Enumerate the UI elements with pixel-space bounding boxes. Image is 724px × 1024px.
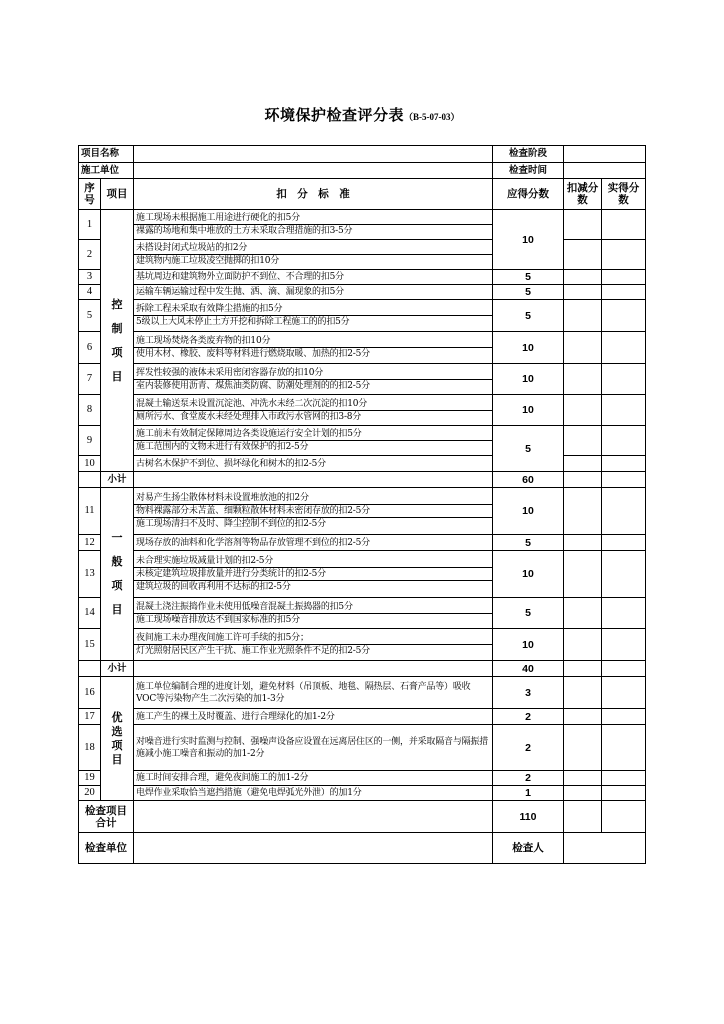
criteria-cell xyxy=(134,426,493,456)
score-cell: 2 xyxy=(493,725,564,771)
table-row xyxy=(79,395,646,426)
criteria-line: 施工现场噪音排放达不到国家标准的扣5分 xyxy=(134,613,492,626)
row-number: 12 xyxy=(79,535,101,551)
subtotal-label: 小计 xyxy=(101,472,134,488)
criteria-line: 厕所污水、食堂废水未经处理排入市政污水管网的扣3-8分 xyxy=(134,410,492,423)
row-number: 19 xyxy=(79,771,101,786)
table-row xyxy=(79,535,646,551)
actual-field[interactable] xyxy=(602,801,646,833)
category-preferred: 优 选 项 目 xyxy=(101,677,134,801)
criteria-line: 对易产生扬尘散体材料未设置堆放池的扣2分 xyxy=(136,493,309,503)
actual-field[interactable] xyxy=(602,332,646,364)
actual-field[interactable] xyxy=(602,285,646,300)
actual-field[interactable] xyxy=(602,395,646,426)
row-number: 2 xyxy=(79,240,101,270)
footer-row xyxy=(79,833,646,864)
criteria-cell xyxy=(134,771,493,786)
row-number: 15 xyxy=(79,629,101,661)
criteria-line: 5级以上大风未停止土方开挖和拆除工程施工的的扣5分 xyxy=(134,315,492,328)
criteria-line: 未核定建筑垃圾排放量并进行分类统计的扣2-5分 xyxy=(134,567,492,580)
inspect-unit-field[interactable] xyxy=(134,833,493,864)
score-cell: 10 xyxy=(493,629,564,661)
row-number: 9 xyxy=(79,426,101,456)
actual-field[interactable] xyxy=(602,240,646,270)
criteria-line: 施工现场清扫不及时、降尘控制不到位的扣2-5分 xyxy=(134,517,492,530)
deduct-field[interactable] xyxy=(564,661,602,677)
score-cell: 10 xyxy=(493,332,564,364)
table-row xyxy=(79,709,646,725)
subtotal-row-general xyxy=(79,661,646,677)
criteria-line: 裸露的场地和集中堆放的土方未采取合理措施的扣3-5分 xyxy=(134,224,492,237)
criteria-line: 未搭设封闭式垃圾站的扣2分 xyxy=(136,243,248,253)
criteria-line: 建筑垃圾的回收再利用不达标的扣2-5分 xyxy=(134,580,492,593)
empty-cell xyxy=(134,801,493,833)
criteria-line: 施工范围内的文物未进行有效保护的扣2-5分 xyxy=(134,440,492,453)
deduct-field[interactable] xyxy=(564,535,602,551)
score-cell: 1 xyxy=(493,786,564,801)
deduct-field[interactable] xyxy=(564,332,602,364)
table-row xyxy=(79,210,646,240)
empty-cell xyxy=(134,472,493,488)
row-number: 11 xyxy=(79,488,101,535)
criteria-cell xyxy=(134,535,493,551)
criteria-cell xyxy=(134,786,493,801)
row-number: 8 xyxy=(79,395,101,426)
criteria-line: 未合理实施垃圾减量计划的扣2-5分 xyxy=(136,556,274,566)
actual-field[interactable] xyxy=(602,300,646,332)
subtotal-label: 小计 xyxy=(101,661,134,677)
inspect-time-field[interactable] xyxy=(564,163,646,179)
deduct-field[interactable] xyxy=(564,210,602,240)
total-row xyxy=(79,801,646,833)
deduct-field[interactable] xyxy=(564,300,602,332)
actual-field[interactable] xyxy=(602,661,646,677)
score-table xyxy=(78,145,646,864)
criteria-line: 施工现场未根据施工用途进行硬化的扣5分 xyxy=(136,213,300,223)
criteria-cell xyxy=(134,240,493,270)
criteria-line: 现场存放的油料和化学溶剂等物品存放管理不到位的扣2-5分 xyxy=(136,537,370,548)
deduct-field[interactable] xyxy=(564,472,602,488)
deduct-header: 扣减分数 xyxy=(564,179,602,210)
item-header: 项目 xyxy=(101,179,134,210)
criteria-cell xyxy=(134,395,493,426)
table-row xyxy=(79,771,646,786)
actual-field[interactable] xyxy=(602,598,646,629)
table-row xyxy=(79,364,646,395)
table-row xyxy=(79,426,646,456)
criteria-cell: 对噪音进行实时监测与控制、强噪声设备应设置在远离居住区的一侧，并采取隔音与隔振措施减小施工噪音和振动的加1-2分 xyxy=(134,725,493,771)
criteria-line: 基坑周边和建筑物外立面防护不到位、不合理的扣5分 xyxy=(136,272,344,282)
criteria-line: 建筑物内施工垃圾凌空抛掷的扣10分 xyxy=(134,254,492,267)
deduct-field[interactable] xyxy=(564,677,602,709)
actual-header: 实得分数 xyxy=(602,179,646,210)
criteria-line: 施工前未有效制定保障周边各类设施运行安全计划的扣5分 xyxy=(136,429,362,439)
table-row xyxy=(79,725,646,771)
criteria-cell xyxy=(134,285,493,300)
actual-field[interactable] xyxy=(602,472,646,488)
row-number: 17 xyxy=(79,709,101,725)
criteria-line: 拆除工程未采取有效降尘措施的扣5分 xyxy=(136,304,283,314)
criteria-line: 运输车辆运输过程中发生抛、洒、滴、漏现象的扣5分 xyxy=(136,287,344,297)
criteria-cell xyxy=(134,364,493,395)
criteria-cell xyxy=(134,332,493,364)
row-number: 4 xyxy=(79,285,101,300)
deduct-field[interactable] xyxy=(564,285,602,300)
actual-field[interactable] xyxy=(602,725,646,771)
deduct-field[interactable] xyxy=(564,771,602,786)
criteria-line: 混凝土输送泵未设置沉淀池、冲洗水未经二次沉淀的扣10分 xyxy=(136,398,368,409)
score-cell: 5 xyxy=(493,300,564,332)
deduct-field[interactable] xyxy=(564,395,602,426)
criteria-cell xyxy=(134,488,493,535)
table-row xyxy=(79,300,646,332)
criteria-line: 灯光照射居民区产生干扰、施工作业光照条件不足的扣2-5分 xyxy=(134,644,492,657)
table-row xyxy=(79,598,646,629)
deduct-field[interactable] xyxy=(564,551,602,598)
actual-field[interactable] xyxy=(602,786,646,801)
actual-field[interactable] xyxy=(602,551,646,598)
score-cell: 10 xyxy=(493,551,564,598)
deduct-field[interactable] xyxy=(564,488,602,535)
criteria-cell xyxy=(134,551,493,598)
criteria-cell: 施工单位编制合理的进度计划，避免材料（吊顶板、地毯、隔热层、石膏产品等）吸收VOC等污染物产生二次污染的加1-3分 xyxy=(134,677,493,709)
category-control: 控 制 项 目 xyxy=(101,210,134,472)
table-row xyxy=(79,270,646,285)
table-row xyxy=(79,677,646,709)
title-block xyxy=(0,104,724,125)
inspect-time-label: 检查时间 xyxy=(493,163,564,179)
criteria-cell xyxy=(134,210,493,240)
actual-field[interactable] xyxy=(602,677,646,709)
deduct-field[interactable] xyxy=(564,240,602,270)
criteria-cell xyxy=(134,456,493,472)
subtotal-row-control xyxy=(79,472,646,488)
subtotal-value: 40 xyxy=(493,661,564,677)
actual-field[interactable] xyxy=(602,426,646,456)
actual-field[interactable] xyxy=(602,629,646,661)
deduct-field[interactable] xyxy=(564,270,602,285)
score-cell: 5 xyxy=(493,270,564,285)
score-cell: 10 xyxy=(493,364,564,395)
empty-cell xyxy=(79,472,101,488)
deduct-field[interactable] xyxy=(564,801,602,833)
table-row xyxy=(79,786,646,801)
category-general: 一 般 项 目 xyxy=(101,488,134,661)
row-number: 20 xyxy=(79,786,101,801)
row-number: 7 xyxy=(79,364,101,395)
criteria-header: 扣 分 标 准 xyxy=(134,179,493,210)
unit-field[interactable] xyxy=(134,163,493,179)
unit-row xyxy=(79,163,646,179)
table-row xyxy=(79,332,646,364)
score-cell: 5 xyxy=(493,426,564,472)
deduct-field[interactable] xyxy=(564,456,602,472)
inspector-label: 检查人 xyxy=(493,833,564,864)
empty-cell xyxy=(134,661,493,677)
row-number: 5 xyxy=(79,300,101,332)
row-number: 14 xyxy=(79,598,101,629)
criteria-line: 夜间施工未办理夜间施工许可手续的扣5分； xyxy=(136,633,309,643)
score-cell: 10 xyxy=(493,395,564,426)
criteria-line: 物料裸露部分未苫盖、细颗粒散体材料未密闭存放的扣2-5分 xyxy=(134,504,492,517)
subtotal-value: 60 xyxy=(493,472,564,488)
row-number: 16 xyxy=(79,677,101,709)
criteria-line: 古树名木保护不到位、损坏绿化和树木的扣2-5分 xyxy=(136,458,326,469)
deduct-field[interactable] xyxy=(564,725,602,771)
empty-cell xyxy=(79,661,101,677)
criteria-line: 电焊作业采取恰当遮挡措施（避免电焊弧光外泄）的加1分 xyxy=(136,788,362,798)
page-title: 环境保护检查评分表 xyxy=(264,106,404,124)
inspector-field[interactable] xyxy=(564,833,646,864)
criteria-line: 施工时间安排合理，避免夜间施工的加1-2分 xyxy=(136,773,309,783)
criteria-line: 施工产生的裸土及时覆盖、进行合理绿化的加1-2分 xyxy=(136,711,335,722)
column-header-row xyxy=(79,179,646,210)
actual-field[interactable] xyxy=(602,270,646,285)
row-number: 1 xyxy=(79,210,101,240)
table-row xyxy=(79,629,646,661)
criteria-line: 混凝土浇注振捣作业未使用低噪音混凝土振捣器的扣5分 xyxy=(136,601,353,612)
inspect-stage-label: 检查阶段 xyxy=(493,146,564,163)
criteria-cell xyxy=(134,270,493,285)
criteria-line: 使用木材、橡胶、废料等材料进行燃烧取暖、加热的扣2-5分 xyxy=(134,347,492,360)
actual-field[interactable] xyxy=(602,535,646,551)
deduct-field[interactable] xyxy=(564,629,602,661)
score-cell: 5 xyxy=(493,535,564,551)
actual-field[interactable] xyxy=(602,488,646,535)
row-number: 6 xyxy=(79,332,101,364)
score-cell: 5 xyxy=(493,598,564,629)
actual-field[interactable] xyxy=(602,709,646,725)
score-cell: 10 xyxy=(493,488,564,535)
actual-field[interactable] xyxy=(602,364,646,395)
project-name-field[interactable] xyxy=(134,146,493,163)
deduct-field[interactable] xyxy=(564,426,602,456)
score-cell: 2 xyxy=(493,709,564,725)
actual-field[interactable] xyxy=(602,210,646,240)
deduct-field[interactable] xyxy=(564,598,602,629)
form-code: （B-5-07-03） xyxy=(404,112,460,122)
table-row xyxy=(79,551,646,598)
inspect-unit-label: 检查单位 xyxy=(79,833,134,864)
table-row xyxy=(79,488,646,535)
score-cell: 3 xyxy=(493,677,564,709)
criteria-line: 室内装修使用沥青、煤焦油类防腐、防潮处理剂的的扣2-5分 xyxy=(134,379,492,392)
table-row xyxy=(79,285,646,300)
actual-field[interactable] xyxy=(602,771,646,786)
criteria-cell xyxy=(134,598,493,629)
row-number: 13 xyxy=(79,551,101,598)
seq-header: 序号 xyxy=(79,179,101,210)
score-cell: 5 xyxy=(493,285,564,300)
total-value: 110 xyxy=(493,801,564,833)
deduct-field[interactable] xyxy=(564,786,602,801)
score-cell: 2 xyxy=(493,771,564,786)
row-number: 3 xyxy=(79,270,101,285)
criteria-cell xyxy=(134,300,493,332)
row-number: 18 xyxy=(79,725,101,771)
unit-label: 施工单位 xyxy=(79,163,134,179)
criteria-cell xyxy=(134,629,493,661)
criteria-cell xyxy=(134,709,493,725)
score-header: 应得分数 xyxy=(493,179,564,210)
total-label: 检查项目合计 xyxy=(79,801,134,833)
deduct-field[interactable] xyxy=(564,364,602,395)
actual-field[interactable] xyxy=(602,456,646,472)
score-cell: 10 xyxy=(493,210,564,270)
project-name-label: 项目名称 xyxy=(79,146,134,163)
row-number: 10 xyxy=(79,456,101,472)
deduct-field[interactable] xyxy=(564,709,602,725)
inspect-stage-field[interactable] xyxy=(564,146,646,163)
project-name-row xyxy=(79,146,646,163)
criteria-line: 施工现场焚烧各类废弃物的扣10分 xyxy=(136,336,271,346)
criteria-line: 挥发性较强的液体未采用密闭容器存放的扣10分 xyxy=(136,367,324,378)
